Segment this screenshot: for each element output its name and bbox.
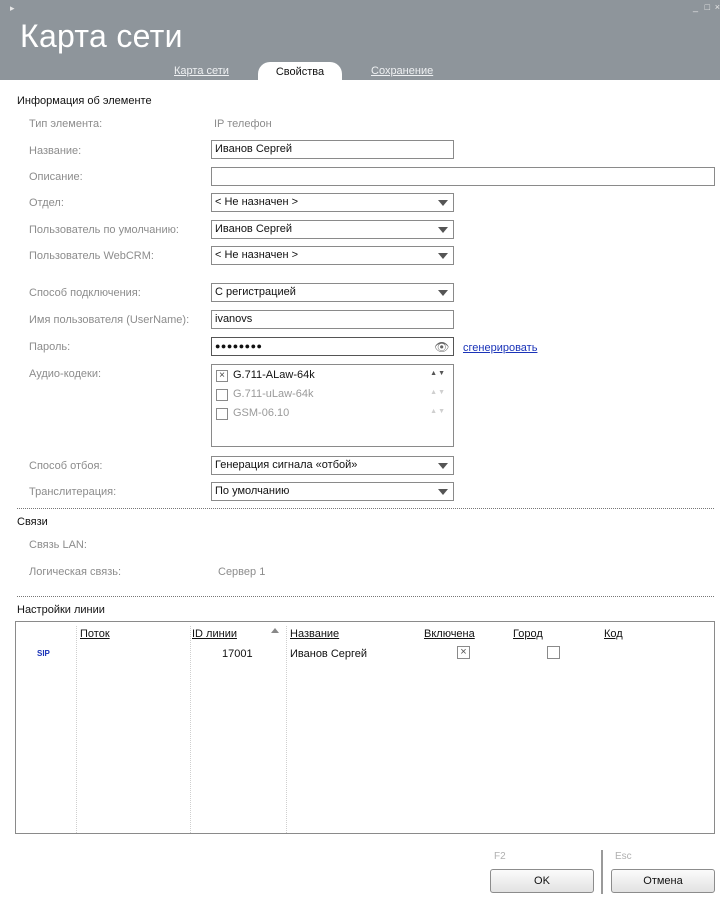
connection-value: С регистрацией	[215, 286, 296, 298]
codec-name: GSM-06.10	[233, 407, 290, 419]
generate-password-link[interactable]: сгенерировать	[463, 342, 538, 354]
reorder-arrows-icon[interactable]: ▲▼	[430, 370, 446, 377]
cancel-shortcut-hint: Esc	[615, 851, 632, 862]
column-header-line-id[interactable]: ID линии	[192, 628, 237, 640]
type-value: IP телефон	[214, 118, 272, 130]
default-user-value: Иванов Сергей	[215, 223, 293, 235]
codecs-label: Аудио-кодеки:	[29, 368, 102, 380]
app-header	[0, 0, 720, 80]
sip-icon: SIP	[37, 649, 50, 658]
default-user-label: Пользователь по умолчанию:	[29, 224, 179, 236]
department-label: Отдел:	[29, 197, 64, 209]
codec-checkbox[interactable]	[216, 389, 228, 401]
maximize-icon[interactable]: □	[704, 2, 710, 12]
transliteration-value: По умолчанию	[215, 485, 290, 497]
divider	[17, 596, 714, 597]
column-header-code[interactable]: Код	[604, 628, 623, 640]
section-element-info: Информация об элементе	[17, 95, 152, 107]
column-header-enabled[interactable]: Включена	[424, 628, 475, 640]
column-header-name[interactable]: Название	[290, 628, 340, 640]
hangup-label: Способ отбоя:	[29, 460, 103, 472]
reorder-arrows-icon[interactable]: ▲▼	[430, 408, 446, 415]
logical-link-value: Сервер 1	[218, 566, 266, 578]
codecs-list[interactable]	[211, 364, 454, 447]
minimize-icon[interactable]: _	[692, 2, 698, 12]
sort-ascending-icon	[271, 628, 279, 633]
menu-play-icon[interactable]: ▸	[10, 3, 15, 13]
line-settings-table[interactable]	[15, 621, 715, 834]
type-label: Тип элемента:	[29, 118, 103, 130]
column-separator	[76, 626, 77, 833]
codec-item[interactable]	[216, 406, 448, 422]
password-value: ●●●●●●●●	[215, 341, 263, 351]
name-label: Название:	[29, 145, 82, 157]
enabled-checkbox[interactable]: ×	[457, 646, 470, 659]
chevron-down-icon	[438, 489, 448, 495]
codec-name: G.711-uLaw-64k	[233, 388, 314, 400]
description-label: Описание:	[29, 171, 83, 183]
chevron-down-icon	[438, 463, 448, 469]
password-input[interactable]	[211, 337, 454, 356]
ok-button[interactable]: OK	[490, 869, 594, 893]
hangup-select[interactable]	[211, 456, 454, 475]
description-input[interactable]	[211, 167, 715, 186]
codec-checkbox[interactable]: ×	[216, 370, 228, 382]
close-icon[interactable]: ×	[714, 2, 720, 12]
chevron-down-icon	[438, 290, 448, 296]
codec-name: G.711-ALaw-64k	[233, 369, 315, 381]
default-user-select[interactable]	[211, 220, 454, 239]
ok-shortcut-hint: F2	[494, 851, 506, 862]
lan-link-label: Связь LAN:	[29, 539, 87, 551]
tab-network-map[interactable]: Карта сети	[174, 65, 229, 77]
cell-name: Иванов Сергей	[290, 648, 368, 660]
transliteration-label: Транслитерация:	[29, 486, 117, 498]
section-line-settings: Настройки линии	[17, 604, 105, 616]
column-separator	[190, 626, 191, 833]
tab-save[interactable]: Сохранение	[371, 65, 434, 77]
hangup-value: Генерация сигнала «отбой»	[215, 459, 358, 471]
cancel-button[interactable]: Отмена	[611, 869, 715, 893]
app-title: Карта сети	[20, 18, 183, 54]
username-label: Имя пользователя (UserName):	[29, 314, 190, 326]
chevron-down-icon	[438, 200, 448, 206]
reorder-arrows-icon[interactable]: ▲▼	[430, 389, 446, 396]
chevron-down-icon	[438, 253, 448, 259]
connection-label: Способ подключения:	[29, 287, 141, 299]
section-links: Связи	[17, 516, 48, 528]
connection-select[interactable]	[211, 283, 454, 302]
name-input[interactable]: Иванов Сергей	[211, 140, 454, 159]
city-checkbox[interactable]	[547, 646, 560, 659]
eye-icon[interactable]: 👁	[434, 340, 450, 354]
logical-link-label: Логическая связь:	[29, 566, 122, 578]
tab-properties[interactable]: Свойства	[258, 62, 342, 80]
webcrm-user-value: < Не назначен >	[215, 249, 299, 261]
cell-line-id: 17001	[222, 648, 253, 660]
column-header-city[interactable]: Город	[513, 628, 543, 640]
username-input[interactable]: ivanovs	[211, 310, 454, 329]
password-label: Пароль:	[29, 341, 71, 353]
chevron-down-icon	[438, 227, 448, 233]
codec-item[interactable]	[216, 368, 448, 384]
column-header-stream[interactable]: Поток	[80, 628, 110, 640]
webcrm-user-label: Пользователь WebCRM:	[29, 250, 154, 262]
codec-checkbox[interactable]	[216, 408, 228, 420]
department-value: < Не назначен >	[215, 196, 299, 208]
divider	[17, 508, 714, 509]
column-separator	[286, 626, 287, 833]
department-select[interactable]	[211, 193, 454, 212]
footer-separator	[601, 850, 603, 894]
transliteration-select[interactable]	[211, 482, 454, 501]
webcrm-user-select[interactable]	[211, 246, 454, 265]
codec-item[interactable]	[216, 387, 448, 403]
